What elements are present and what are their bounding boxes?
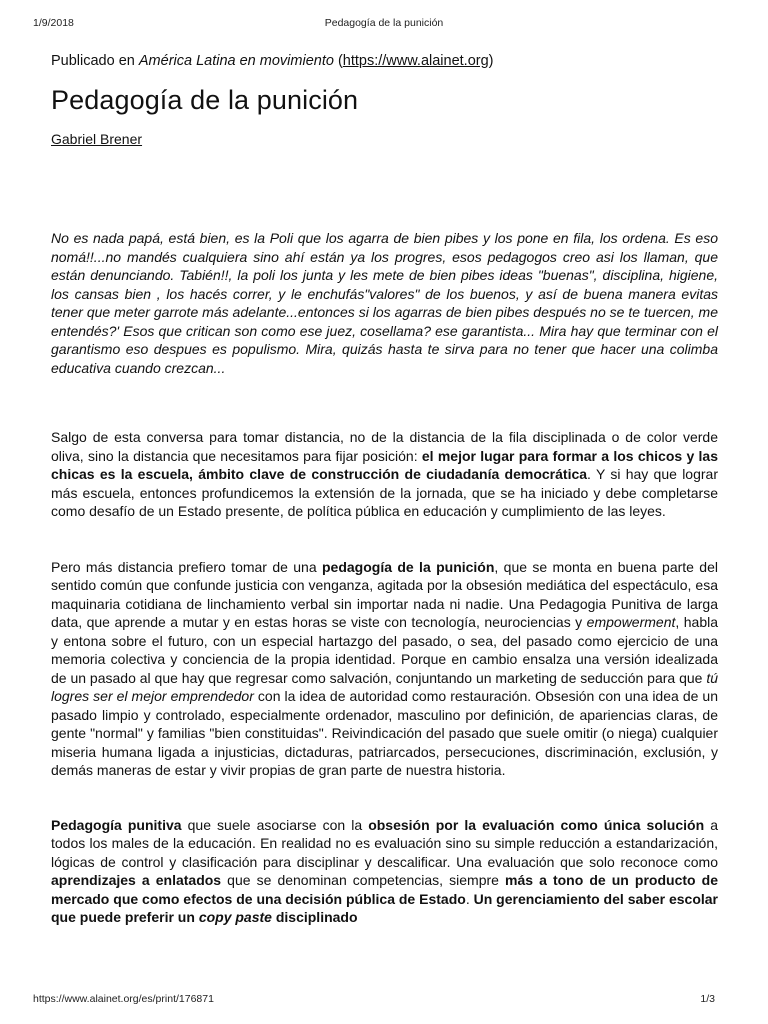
print-title: Pedagogía de la punición [324,17,444,29]
publication-link[interactable]: https://www.alainet.org [342,53,489,69]
paragraph-3: Pedagogía punitiva que suele asociarse con la obsesión por la evaluación como única solución a todos los males de la educación. En realidad no es evaluación sino su simple reducción a estandarización, lógicas de control y clasificación para disciplinar y descalificar. Una evaluación que solo reconoce como aprendizajes a enlatados que se denominan competencias, siempre más a tono de un producto de mercado que como efectos de una decisión pública de Estado. Un gerenciamiento del saber escolar que puede preferir un copy paste disciplinado [51,816,718,925]
article-content [51,52,718,927]
print-header [33,17,735,31]
publication-source: América Latina en movimiento [138,53,334,69]
paragraph-2: Pero más distancia prefiero tomar de una pedagogía de la punición, que se monta en buena parte del sentido común que confunde justicia con venganza, agitada por la obsesión mediática del espectáculo, esa maquinaria cotidiana de linchamiento verbal sin importar nada ni nadie. Una Pedagogia Punitiva de larga data, que aprende a mutar y en estas horas se viste con tecnología, neurociencias y empowerment, habla y entona sobre el futuro, con un especial hartazgo del pasado, o sea, del pasado como ejercicio de una memoria colectiva y conciencia de la propia identidad. Porque en cambio ensalza una versión idealizada de un pasado al que hay que regresar como salvación, conjuntando un marketing de seducción para que tú logres ser el mejor emprendedor con la idea de autoridad como restauración. Obsesión con una idea de un pasado limpio y controlado, especialmente ordenador, masculino por definición, de apariencias claras, de gente "normal" y familias "bien constituidas". Reivindicación del pasado que suele omitir (o niega) cualquier miseria humana ligada a injusticias, dictaduras, patriarcados, persecuciones, discriminación, exclusión, y demás maneras de estar y vivir propias de gran parte de nuestra historia. [51,558,719,778]
paragraph-1: Salgo de esta conversa para tomar distancia, no de la distancia de la fila disciplinada o de color verde oliva, sino la distancia que necesitamos para fijar posición: el mejor lugar para formar a los chicos y las chicas es la escuela, ámbito clave de construcción de ciudadanía democrática. Y si hay que lograr más escuela, entonces profundicemos la extensión de la jornada, que se ha iniciado y debe completarse como desafío de un Estado presente, de política pública en educación y cumplimiento de las leyes. [51,429,718,519]
print-footer [33,993,735,1007]
opening-quote: No es nada papá, está bien, es la Poli que los agarra de bien pibes y los pone en fila, los ordena. Es eso nomá!!...no mandés cualquiera sino ahí están ya los progres, esos pedagogos creo asi los llaman, que están denunciando. Tabién!!, la poli los junta y les mete de bien pibes ideas "buenas", disciplina, higiene, los cansas bien , los hacés correr, y le enchufás"valores" de los buenos, y así de buena manera evitas tener que meter garrote más adelante...entonces si los agarras de bien pibes después no se te tuercen, me entendés?' Esos que critican son como ese juez, cosellama? ese garantista... Mira hay que terminar con el garantismo eso despues es populismo. Mira, quizás hasta te sirva para no tener que hacer una colimba educativa cuando crezcan... [51,230,718,376]
print-date: 1/9/2018 [33,17,74,29]
author-line [51,130,718,148]
article-title: Pedagogía de la punición [51,85,359,115]
author-link[interactable]: Gabriel Brener [51,131,143,147]
publication-line: Publicado en América Latina en movimiento (https://www.alainet.org) [51,53,494,69]
page-number: 1/3 [700,993,715,1005]
footer-url: https://www.alainet.org/es/print/176871 [33,993,214,1005]
